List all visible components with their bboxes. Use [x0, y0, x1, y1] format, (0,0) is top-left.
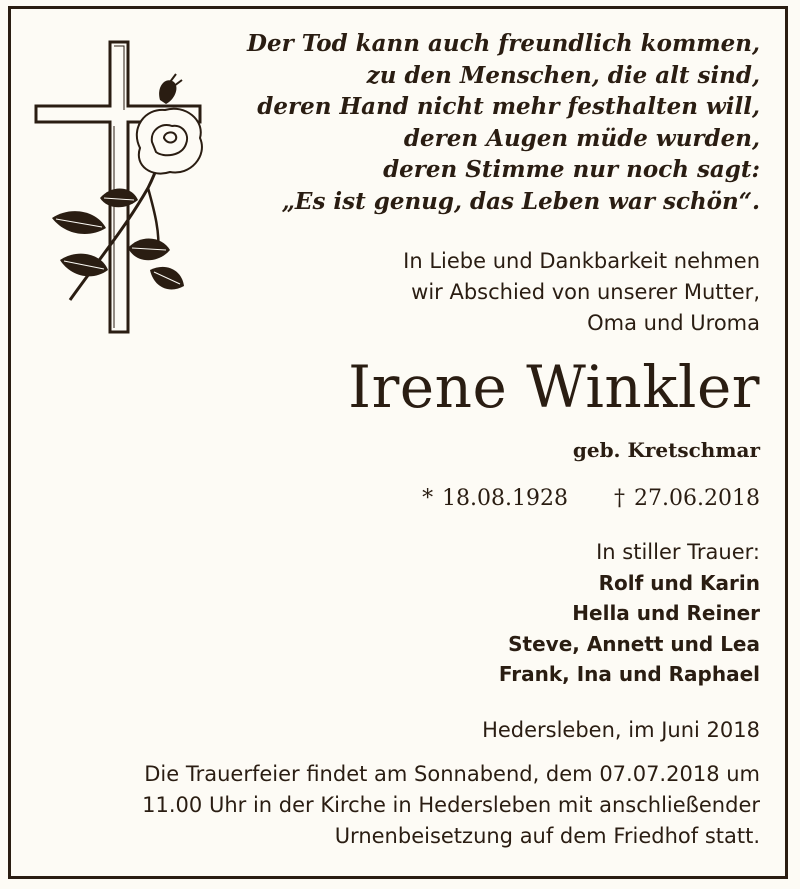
deceased-name: Irene Winkler: [348, 353, 760, 421]
mourner-family: Frank, Ina und Raphael: [498, 662, 760, 686]
poem-line: „Es ist genug, das Leben war schön“.: [281, 187, 760, 215]
funeral-info: [142, 759, 760, 852]
poem-line: zu den Menschen, die alt sind,: [366, 61, 760, 89]
birth-date: * 18.08.1928: [422, 486, 569, 511]
mourners-heading: In stiller Trauer:: [596, 540, 760, 564]
mourner-family: Steve, Annett und Lea: [508, 631, 760, 656]
funeral-line: 11.00 Uhr in der Kirche in Hedersleben mit anschließender: [142, 793, 760, 817]
maiden-name: geb. Kretschmar: [572, 438, 760, 462]
poem-line: deren Stimme nur noch sagt:: [383, 156, 760, 183]
intro-line: Oma und Uroma: [587, 311, 760, 335]
poem-line: Der Tod kann auch freundlich kommen,: [247, 30, 760, 57]
cross-with-rose-icon: [30, 38, 220, 338]
poem: [200, 28, 760, 217]
farewell-intro: [403, 246, 760, 339]
intro-line: In Liebe und Dankbarkeit nehmen: [403, 249, 760, 273]
place-date: Hedersleben, im Juni 2018: [482, 718, 760, 742]
mourner-family: Rolf und Karin: [598, 570, 760, 595]
mourners: [499, 537, 760, 690]
poem-line: deren Hand nicht mehr festhalten will,: [257, 93, 760, 120]
funeral-line: Die Trauerfeier findet am Sonnabend, dem 07.07.2018 um: [144, 762, 760, 786]
poem-line: deren Augen müde wurden,: [403, 124, 760, 152]
life-dates: [422, 484, 760, 514]
mourner-family: Hella und Reiner: [572, 601, 760, 625]
death-date: † 27.06.2018: [614, 486, 760, 511]
funeral-line: Urnenbeisetzung auf dem Friedhof statt.: [334, 824, 760, 848]
intro-line: wir Abschied von unserer Mutter,: [411, 280, 760, 304]
